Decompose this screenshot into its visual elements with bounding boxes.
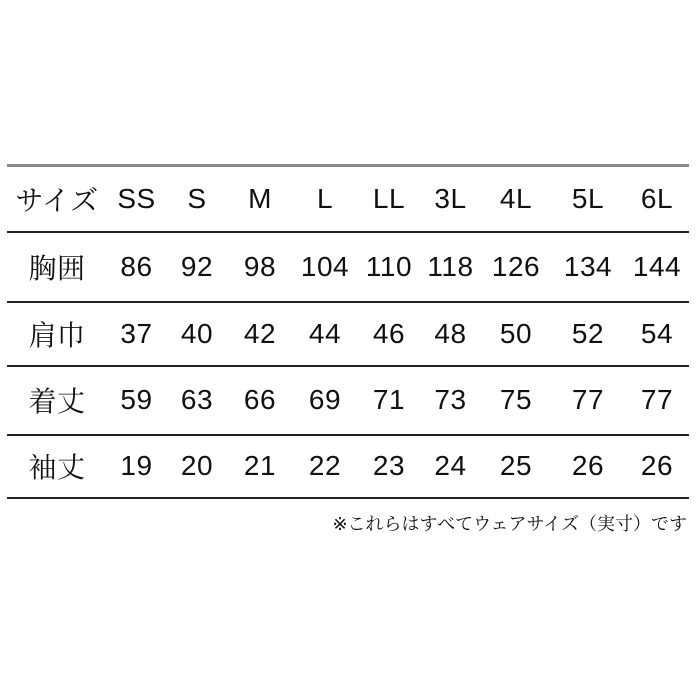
cell: 77 <box>640 384 674 415</box>
cell: 118 <box>427 250 474 282</box>
actual-size-note: ※これらはすべてウェアサイズ（実寸）です <box>332 514 687 534</box>
cell: 71 <box>372 384 406 415</box>
cell: 144 <box>632 250 682 282</box>
row-label-chest-girth: 胸囲 <box>28 252 86 284</box>
cell: 26 <box>571 450 605 481</box>
cell: 19 <box>120 450 153 481</box>
cell: 37 <box>120 317 153 349</box>
size-table-header-row <box>7 166 689 232</box>
cell: 42 <box>243 317 277 349</box>
cell: 59 <box>120 384 153 415</box>
cell: 110 <box>365 250 413 282</box>
row-label-shoulder-width: 肩巾 <box>28 319 86 351</box>
col-header-5l: 5L <box>571 182 605 214</box>
table-row-shoulder-width <box>7 302 689 366</box>
cell: 22 <box>308 450 342 481</box>
cell: 24 <box>434 450 467 481</box>
cell: 46 <box>372 317 406 349</box>
col-header-size: サイズ <box>15 184 99 216</box>
cell: 48 <box>434 317 467 349</box>
col-header-3l: 3L <box>434 182 467 214</box>
cell: 77 <box>571 384 605 415</box>
cell: 98 <box>243 250 277 282</box>
cell: 50 <box>499 317 533 349</box>
row-label-body-length: 着丈 <box>28 386 86 417</box>
cell: 134 <box>563 250 613 282</box>
cell: 40 <box>180 317 214 349</box>
cell: 44 <box>308 317 342 349</box>
col-header-s: S <box>187 182 207 214</box>
cell: 21 <box>243 450 277 481</box>
size-table <box>7 164 689 499</box>
col-header-6l: 6L <box>640 182 674 214</box>
cell: 63 <box>180 384 214 415</box>
cell: 86 <box>120 250 153 282</box>
cell: 25 <box>499 450 533 481</box>
cell: 75 <box>499 384 533 415</box>
cell: 66 <box>243 384 277 415</box>
table-row-sleeve-length <box>7 435 689 498</box>
cell: 69 <box>308 384 342 415</box>
col-header-m: M <box>248 182 272 214</box>
col-header-ss: SS <box>117 182 156 214</box>
col-header-l: L <box>316 182 334 214</box>
cell: 92 <box>180 250 214 282</box>
col-header-ll: LL <box>372 182 406 214</box>
cell: 104 <box>300 250 350 282</box>
cell: 126 <box>491 250 541 282</box>
table-row-chest-girth <box>7 232 689 302</box>
table-row-body-length <box>7 366 689 435</box>
cell: 73 <box>434 384 467 415</box>
col-header-4l: 4L <box>499 182 533 214</box>
cell: 26 <box>640 450 674 481</box>
cell: 20 <box>180 450 214 481</box>
cell: 52 <box>571 317 605 349</box>
cell: 54 <box>640 317 674 349</box>
row-label-sleeve-length: 袖丈 <box>28 452 86 483</box>
cell: 23 <box>372 450 406 481</box>
